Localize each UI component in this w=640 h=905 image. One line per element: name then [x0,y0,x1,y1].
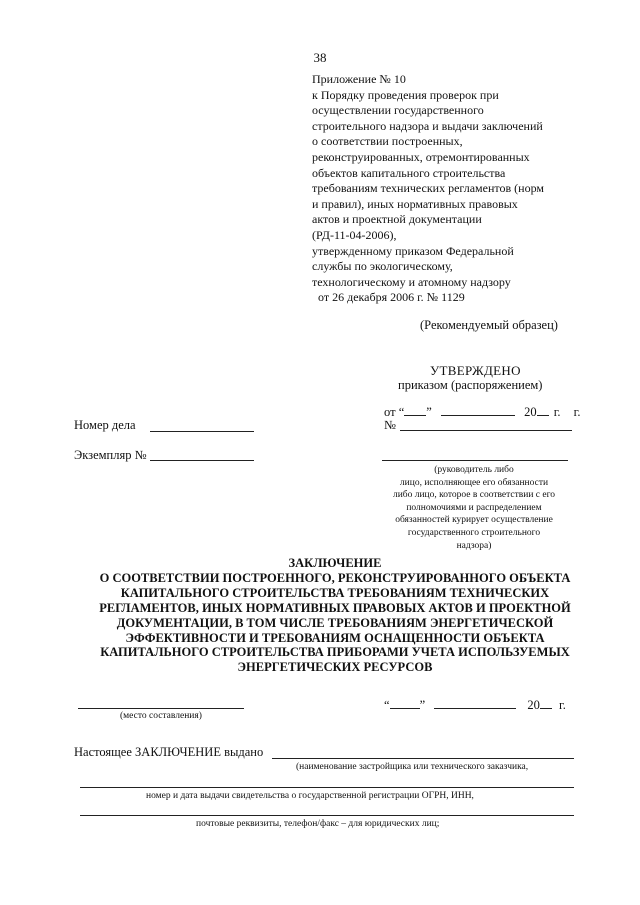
registration-field[interactable] [80,787,574,788]
quote-open: “ [398,405,405,419]
year-prefix: 20 [524,405,537,419]
document-title [90,556,580,675]
place-field[interactable] [78,708,244,709]
appendix-line: к Порядку проведения проверок при [312,87,499,102]
place-caption: (место составления) [120,711,202,721]
date-day-field[interactable] [390,696,420,709]
case-number-label: Номер дела [74,418,136,432]
appendix-line: строительного надзора и выдачи заключений [312,118,543,133]
appendix-line: актов и проектной документации [312,212,482,227]
approval-number-field[interactable] [400,430,572,431]
title-line: ДОКУМЕНТАЦИИ, В ТОМ ЧИСЛЕ ТРЕБОВАНИЯМ ЭНЕРГЕТИЧЕСКОЙ [116,615,554,630]
sample-note: (Рекомендуемый образец) [420,318,558,332]
appendix-line: осуществлении государственного [312,103,484,118]
month-field[interactable] [441,403,515,416]
registration-caption: номер и дата выдачи свидетельства о государственной регистрации ОГРН, ИНН, [146,791,474,801]
page-number: 38 [313,50,327,65]
title-line: О СООТВЕТСТВИИ ПОСТРОЕННОГО, РЕКОНСТРУИРОВАННОГО ОБЪЕКТА [99,570,571,585]
date-prefix: от [384,405,396,419]
appendix-line: утвержденному приказом Федеральной [312,243,514,258]
document-date-line [384,696,566,713]
number-prefix: № [384,418,396,432]
extra-g: г. [573,405,581,419]
approval-date-line [384,403,581,420]
signer-note-line: либо лицо, которое в соответствии с его [392,490,556,501]
signer-note [376,464,572,552]
title-line: ЭФФЕКТИВНОСТИ И ТРЕБОВАНИЯМ ОСНАЩЕННОСТИ ОБЪЕКТА [125,630,545,645]
title-line: КАПИТАЛЬНОГО СТРОИТЕЛЬСТВА ПРИБОРАМИ УЧЕТА ИСПОЛЬЗУЕМЫХ [100,645,570,660]
issued-to-field[interactable] [272,758,574,759]
signer-note-line: государственного строительного [407,527,541,538]
date-year-field[interactable] [540,696,552,709]
approval-subtitle: приказом (распоряжением) [398,378,543,392]
appendix-line: (РД-11-04-2006), [312,227,397,242]
title-line: КАПИТАЛЬНОГО СТРОИТЕЛЬСТВА ТРЕБОВАНИЯМ ТЕХНИЧЕСКИХ [120,585,550,600]
approval-number-line [384,418,396,433]
signer-note-line: (руководитель либо [434,465,514,475]
appendix-line: службы по экологическому, [312,259,453,274]
appendix-line: Приложение № 10 [312,72,406,86]
date-year-suffix: г. [559,698,566,712]
appendix-line: и правил), иных нормативных правовых [312,196,518,211]
copy-number-label: Экземпляр № [74,448,147,462]
signer-note-line: надзора) [456,540,492,551]
signer-note-line: полномочиями и распределением [406,502,542,513]
appendix-line: требованиям технических регламентов (норм [312,181,544,196]
appendix-line: технологическому и атомному надзору [312,274,511,289]
date-quote-open: “ [384,698,390,712]
title-line: ЗАКЛЮЧЕНИЕ [288,556,382,570]
year-field[interactable] [537,403,549,416]
title-line: ЭНЕРГЕТИЧЕСКИХ РЕСУРСОВ [237,660,433,675]
approval-title: УТВЕРЖДЕНО [430,363,521,378]
appendix-line: о соответствии построенных, [312,134,463,149]
issued-caption: (наименование застройщика или технического заказчика, [296,762,529,772]
issued-label: Настоящее ЗАКЛЮЧЕНИЕ выдано [74,745,264,759]
case-number-field[interactable] [150,431,254,432]
title-line: РЕГЛАМЕНТОВ, ИНЫХ НОРМАТИВНЫХ ПРАВОВЫХ АКТОВ И ПРОЕКТНОЙ [99,600,571,615]
date-quote-close: ” [419,698,426,712]
date-year-prefix: 20 [527,698,540,712]
date-month-field[interactable] [434,696,516,709]
year-suffix: г. [553,405,561,419]
signer-field[interactable] [382,460,568,461]
appendix-line: реконструированных, отремонтированных [312,149,530,164]
appendix-line: от 26 декабря 2006 г. № 1129 [318,290,465,305]
signer-note-line: обязанностей курирует осуществление [395,515,553,526]
signer-note-line: лицо, исполняющее его обязанности [399,477,549,488]
appendix-line: объектов капитального строительства [312,165,506,180]
day-field[interactable] [404,403,426,416]
copy-number-field[interactable] [150,460,254,461]
postal-caption: почтовые реквизиты, телефон/факс – для юридических лиц; [196,819,440,829]
postal-field[interactable] [80,815,574,816]
appendix-block [312,72,572,306]
quote-close: ” [426,405,432,419]
